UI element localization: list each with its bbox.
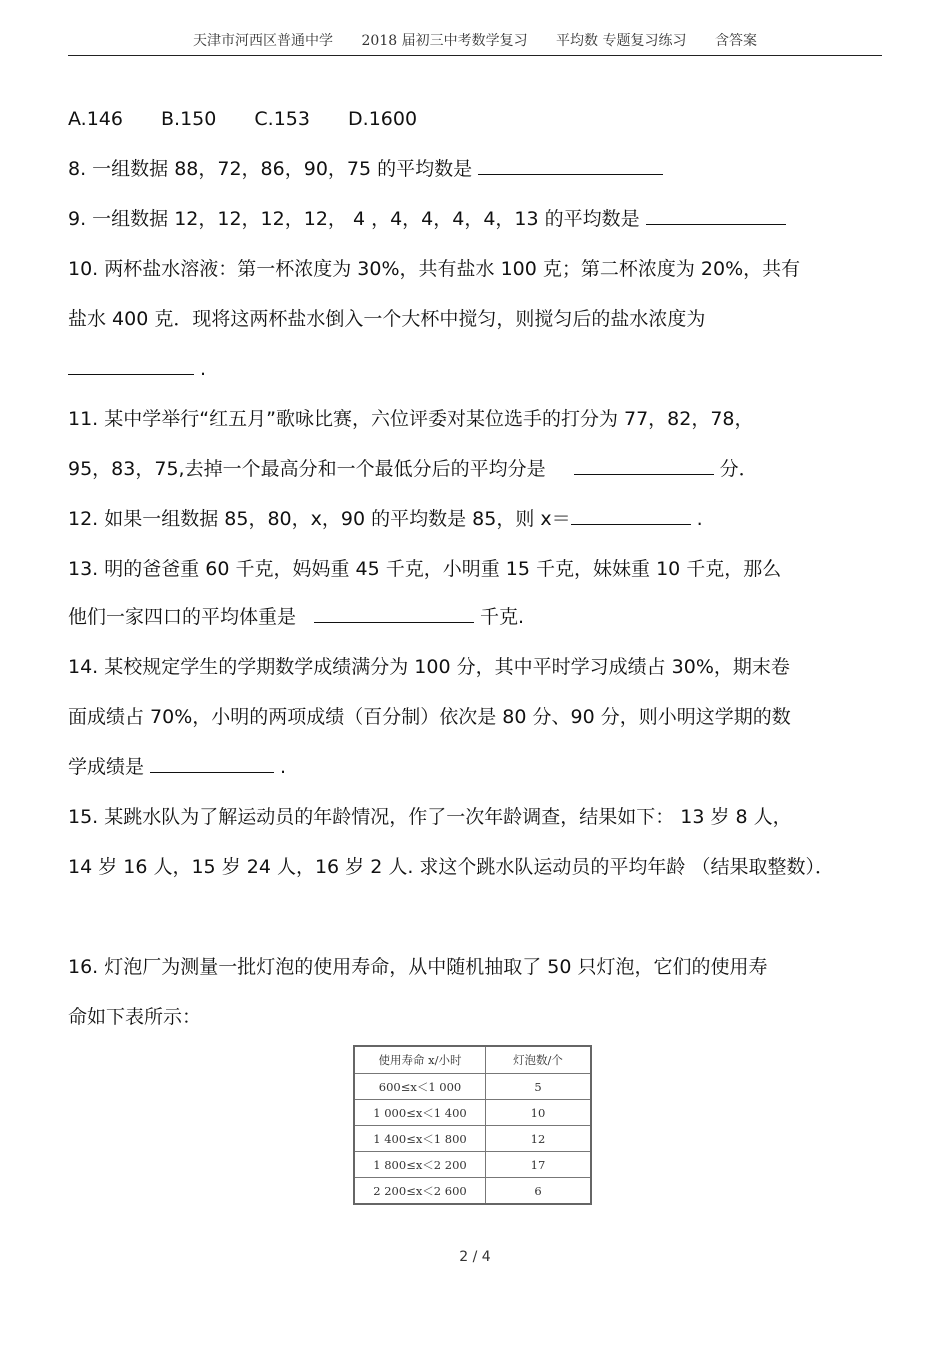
cell-lifetime: 1 400≤x＜1 800 bbox=[354, 1126, 486, 1152]
answer-blank bbox=[478, 156, 663, 175]
answer-blank bbox=[571, 506, 691, 525]
question-14-text: 学成绩是 bbox=[68, 756, 145, 778]
question-12-text: 12. 如果一组数据 85，80，x，90 的平均数是 85，则 x＝ bbox=[68, 508, 571, 530]
question-16-line-1: 16. 灯泡厂为测量一批灯泡的使用寿命，从中随机抽取了 50 只灯泡，它们的使用寿 bbox=[68, 956, 768, 978]
question-12 bbox=[68, 506, 882, 532]
column-header-count: 灯泡数/个 bbox=[486, 1046, 592, 1074]
question-15-line-2: 14 岁 16 人，15 岁 24 人，16 岁 2 人. 求这个跳水队运动员的平均年龄 （结果取整数）． bbox=[68, 856, 834, 878]
question-9 bbox=[68, 206, 882, 232]
question-10-line-3 bbox=[68, 356, 882, 382]
cell-count: 6 bbox=[486, 1178, 592, 1205]
option-c: C.153 bbox=[254, 108, 310, 130]
answer-options bbox=[68, 106, 882, 132]
question-14-line-1: 14. 某校规定学生的学期数学成绩满分为 100 分，其中平时学习成绩占 30%，期末卷 bbox=[68, 656, 790, 678]
header-answer-note: 含答案 bbox=[714, 33, 757, 49]
table-row bbox=[354, 1074, 591, 1100]
question-15-line-1: 15. 某跳水队为了解运动员的年龄情况，作了一次年龄调查，结果如下： 13 岁 8 人， bbox=[68, 806, 792, 828]
question-11-unit: 分． bbox=[719, 458, 758, 480]
page-number: 2 / 4 bbox=[459, 1249, 491, 1265]
header-divider bbox=[68, 55, 882, 56]
question-11-line-1: 11. 某中学举行“红五月”歌咏比赛，六位评委对某位选手的打分为 77，82，78， bbox=[68, 408, 754, 430]
question-10-line-2: 盐水 400 克．现将这两杯盐水倒入一个大杯中搅匀，则搅匀后的盐水浓度为 bbox=[68, 308, 706, 330]
table-row bbox=[354, 1100, 591, 1126]
question-8-text: 8. 一组数据 88，72，86，90，75 的平均数是 bbox=[68, 158, 473, 180]
question-13-line-2 bbox=[68, 604, 882, 630]
question-13-text: 他们一家四口的平均体重是 bbox=[68, 606, 297, 628]
question-11-line-2 bbox=[68, 456, 882, 482]
cell-count: 10 bbox=[486, 1100, 592, 1126]
header-course: 2018 届初三中考数学复习 bbox=[361, 33, 528, 49]
question-14-line-3 bbox=[68, 754, 882, 780]
page-header bbox=[68, 30, 882, 52]
option-a: A.146 bbox=[68, 108, 123, 130]
table-row bbox=[354, 1152, 591, 1178]
cell-lifetime: 1 000≤x＜1 400 bbox=[354, 1100, 486, 1126]
answer-blank bbox=[646, 206, 786, 225]
question-16-line-2: 命如下表所示： bbox=[68, 1006, 202, 1028]
answer-blank bbox=[150, 754, 274, 773]
header-school: 天津市河西区普通中学 bbox=[193, 33, 334, 49]
question-13-line-1: 13. 明的爸爸重 60 千克，妈妈重 45 千克，小明重 15 千克，妹妹重 10 千克，那么 bbox=[68, 558, 782, 580]
table-header-row bbox=[354, 1046, 591, 1074]
answer-blank bbox=[68, 356, 194, 375]
bulb-lifetime-table bbox=[353, 1045, 592, 1205]
column-header-lifetime: 使用寿命 x/小时 bbox=[354, 1046, 486, 1074]
table-row bbox=[354, 1126, 591, 1152]
cell-count: 5 bbox=[486, 1074, 592, 1100]
question-10-period: . bbox=[200, 358, 207, 380]
question-8 bbox=[68, 156, 882, 182]
option-d: D.1600 bbox=[348, 108, 418, 130]
answer-blank bbox=[314, 604, 474, 623]
question-10-line-1: 10. 两杯盐水溶液：第一杯浓度为 30%，共有盐水 100 克；第二杯浓度为 20%，共有 bbox=[68, 258, 801, 280]
question-13-unit: 千克. bbox=[480, 606, 525, 628]
cell-lifetime: 600≤x＜1 000 bbox=[354, 1074, 486, 1100]
cell-lifetime: 2 200≤x＜2 600 bbox=[354, 1178, 486, 1205]
cell-count: 17 bbox=[486, 1152, 592, 1178]
header-topic: 平均数 专题复习练习 bbox=[556, 33, 687, 49]
question-11-text: 95，83，75,去掉一个最高分和一个最低分后的平均分是 bbox=[68, 458, 546, 480]
question-12-period: . bbox=[696, 508, 703, 530]
question-14-line-2: 面成绩占 70%，小明的两项成绩（百分制）依次是 80 分、90 分，则小明这学期的数 bbox=[68, 706, 791, 728]
cell-lifetime: 1 800≤x＜2 200 bbox=[354, 1152, 486, 1178]
answer-blank bbox=[574, 456, 714, 475]
table-row bbox=[354, 1178, 591, 1205]
cell-count: 12 bbox=[486, 1126, 592, 1152]
question-14-period: . bbox=[280, 756, 287, 778]
option-b: B.150 bbox=[161, 108, 217, 130]
question-9-text: 9. 一组数据 12，12，12，12， 4 ，4，4，4，4，13 的平均数是 bbox=[68, 208, 640, 230]
